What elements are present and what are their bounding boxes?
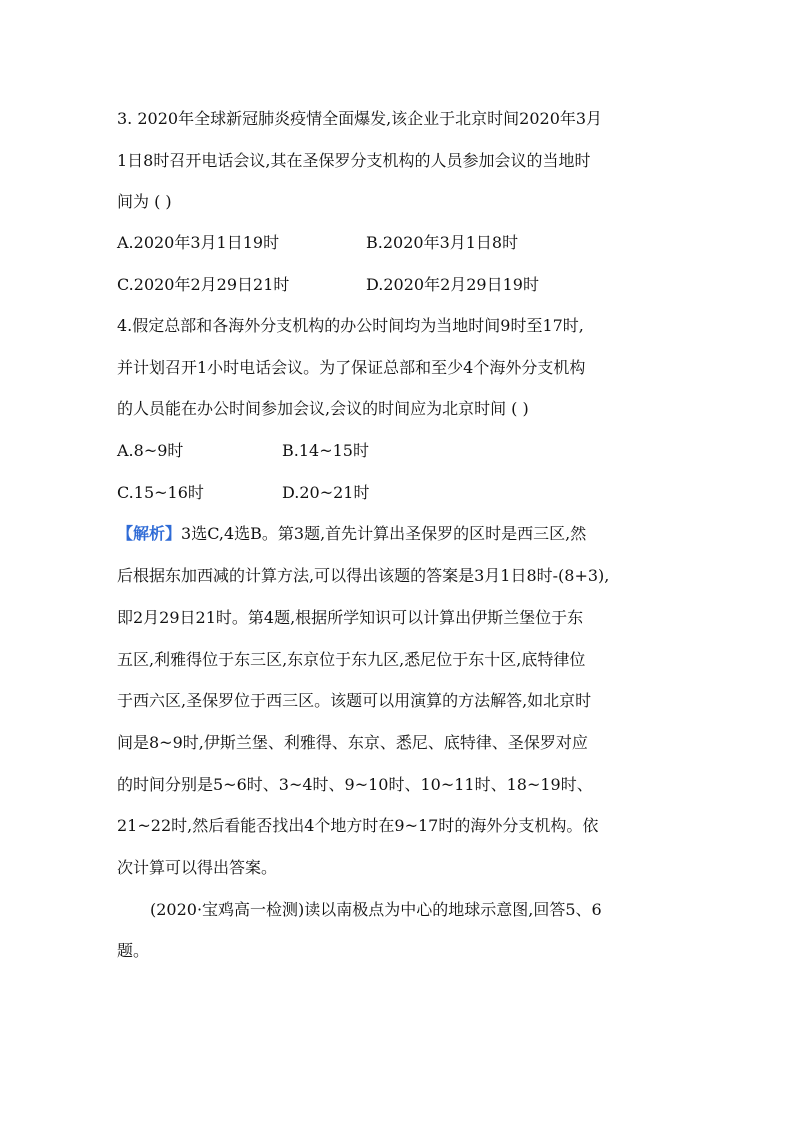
intro-line-2: 题。 [117,941,150,960]
analysis-line-3: 即2月29日21时。第4题,根据所学知识可以计算出伊斯兰堡位于东 [117,608,584,627]
q3-stem-line-1: 3. 2020年全球新冠肺炎疫情全面爆发,该企业于北京时间2020年3月 [117,109,603,128]
q3-option-b: B.2020年3月1日8时 [366,233,519,252]
q3-option-a: A.2020年3月1日19时 [117,233,280,252]
analysis-line-8: 21~22时,然后看能否找出4个地方时在9~17时的海外分支机构。依 [117,816,599,835]
q4-option-b: B.14~15时 [282,441,369,460]
q3-option-c: C.2020年2月29日21时 [117,275,290,294]
analysis-line-1-text: 3选C,4选B。第3题,首先计算出圣保罗的区时是西三区,然 [181,524,587,543]
analysis-line-1 [117,522,586,546]
q4-stem-line-3: 的人员能在办公时间参加会议,会议的时间应为北京时间 ( ) [117,399,529,418]
analysis-tag: 【解析】 [117,524,182,543]
analysis-line-4: 五区,利雅得位于东三区,东京位于东九区,悉尼位于东十区,底特律位 [117,650,586,669]
q4-option-a: A.8~9时 [117,441,184,460]
analysis-line-6: 间是8~9时,伊斯兰堡、利雅得、东京、悉尼、底特律、圣保罗对应 [117,733,588,752]
analysis-line-5: 于西六区,圣保罗位于西三区。该题可以用演算的方法解答,如北京时 [117,691,592,710]
q3-option-d: D.2020年2月29日19时 [366,275,539,294]
q4-stem-line-2: 并计划召开1小时电话会议。为了保证总部和至少4个海外分支机构 [117,358,586,377]
analysis-line-9: 次计算可以得出答案。 [117,858,278,877]
q4-option-d: D.20~21时 [282,483,370,502]
analysis-line-7: 的时间分别是5~6时、3~4时、9~10时、10~11时、18~19时、 [117,775,593,794]
q3-stem-line-2: 1日8时召开电话会议,其在圣保罗分支机构的人员参加会议的当地时 [117,151,591,170]
q4-option-c: C.15~16时 [117,483,204,502]
intro-line-1: (2020·宝鸡高一检测)读以南极点为中心的地球示意图,回答5、6 [150,900,602,919]
q3-stem-line-3: 间为 ( ) [117,192,172,211]
q4-stem-line-1: 4.假定总部和各海外分支机构的办公时间均为当地时间9时至17时, [117,316,584,335]
analysis-line-2: 后根据东加西减的计算方法,可以得出该题的答案是3月1日8时-(8+3), [117,566,610,585]
